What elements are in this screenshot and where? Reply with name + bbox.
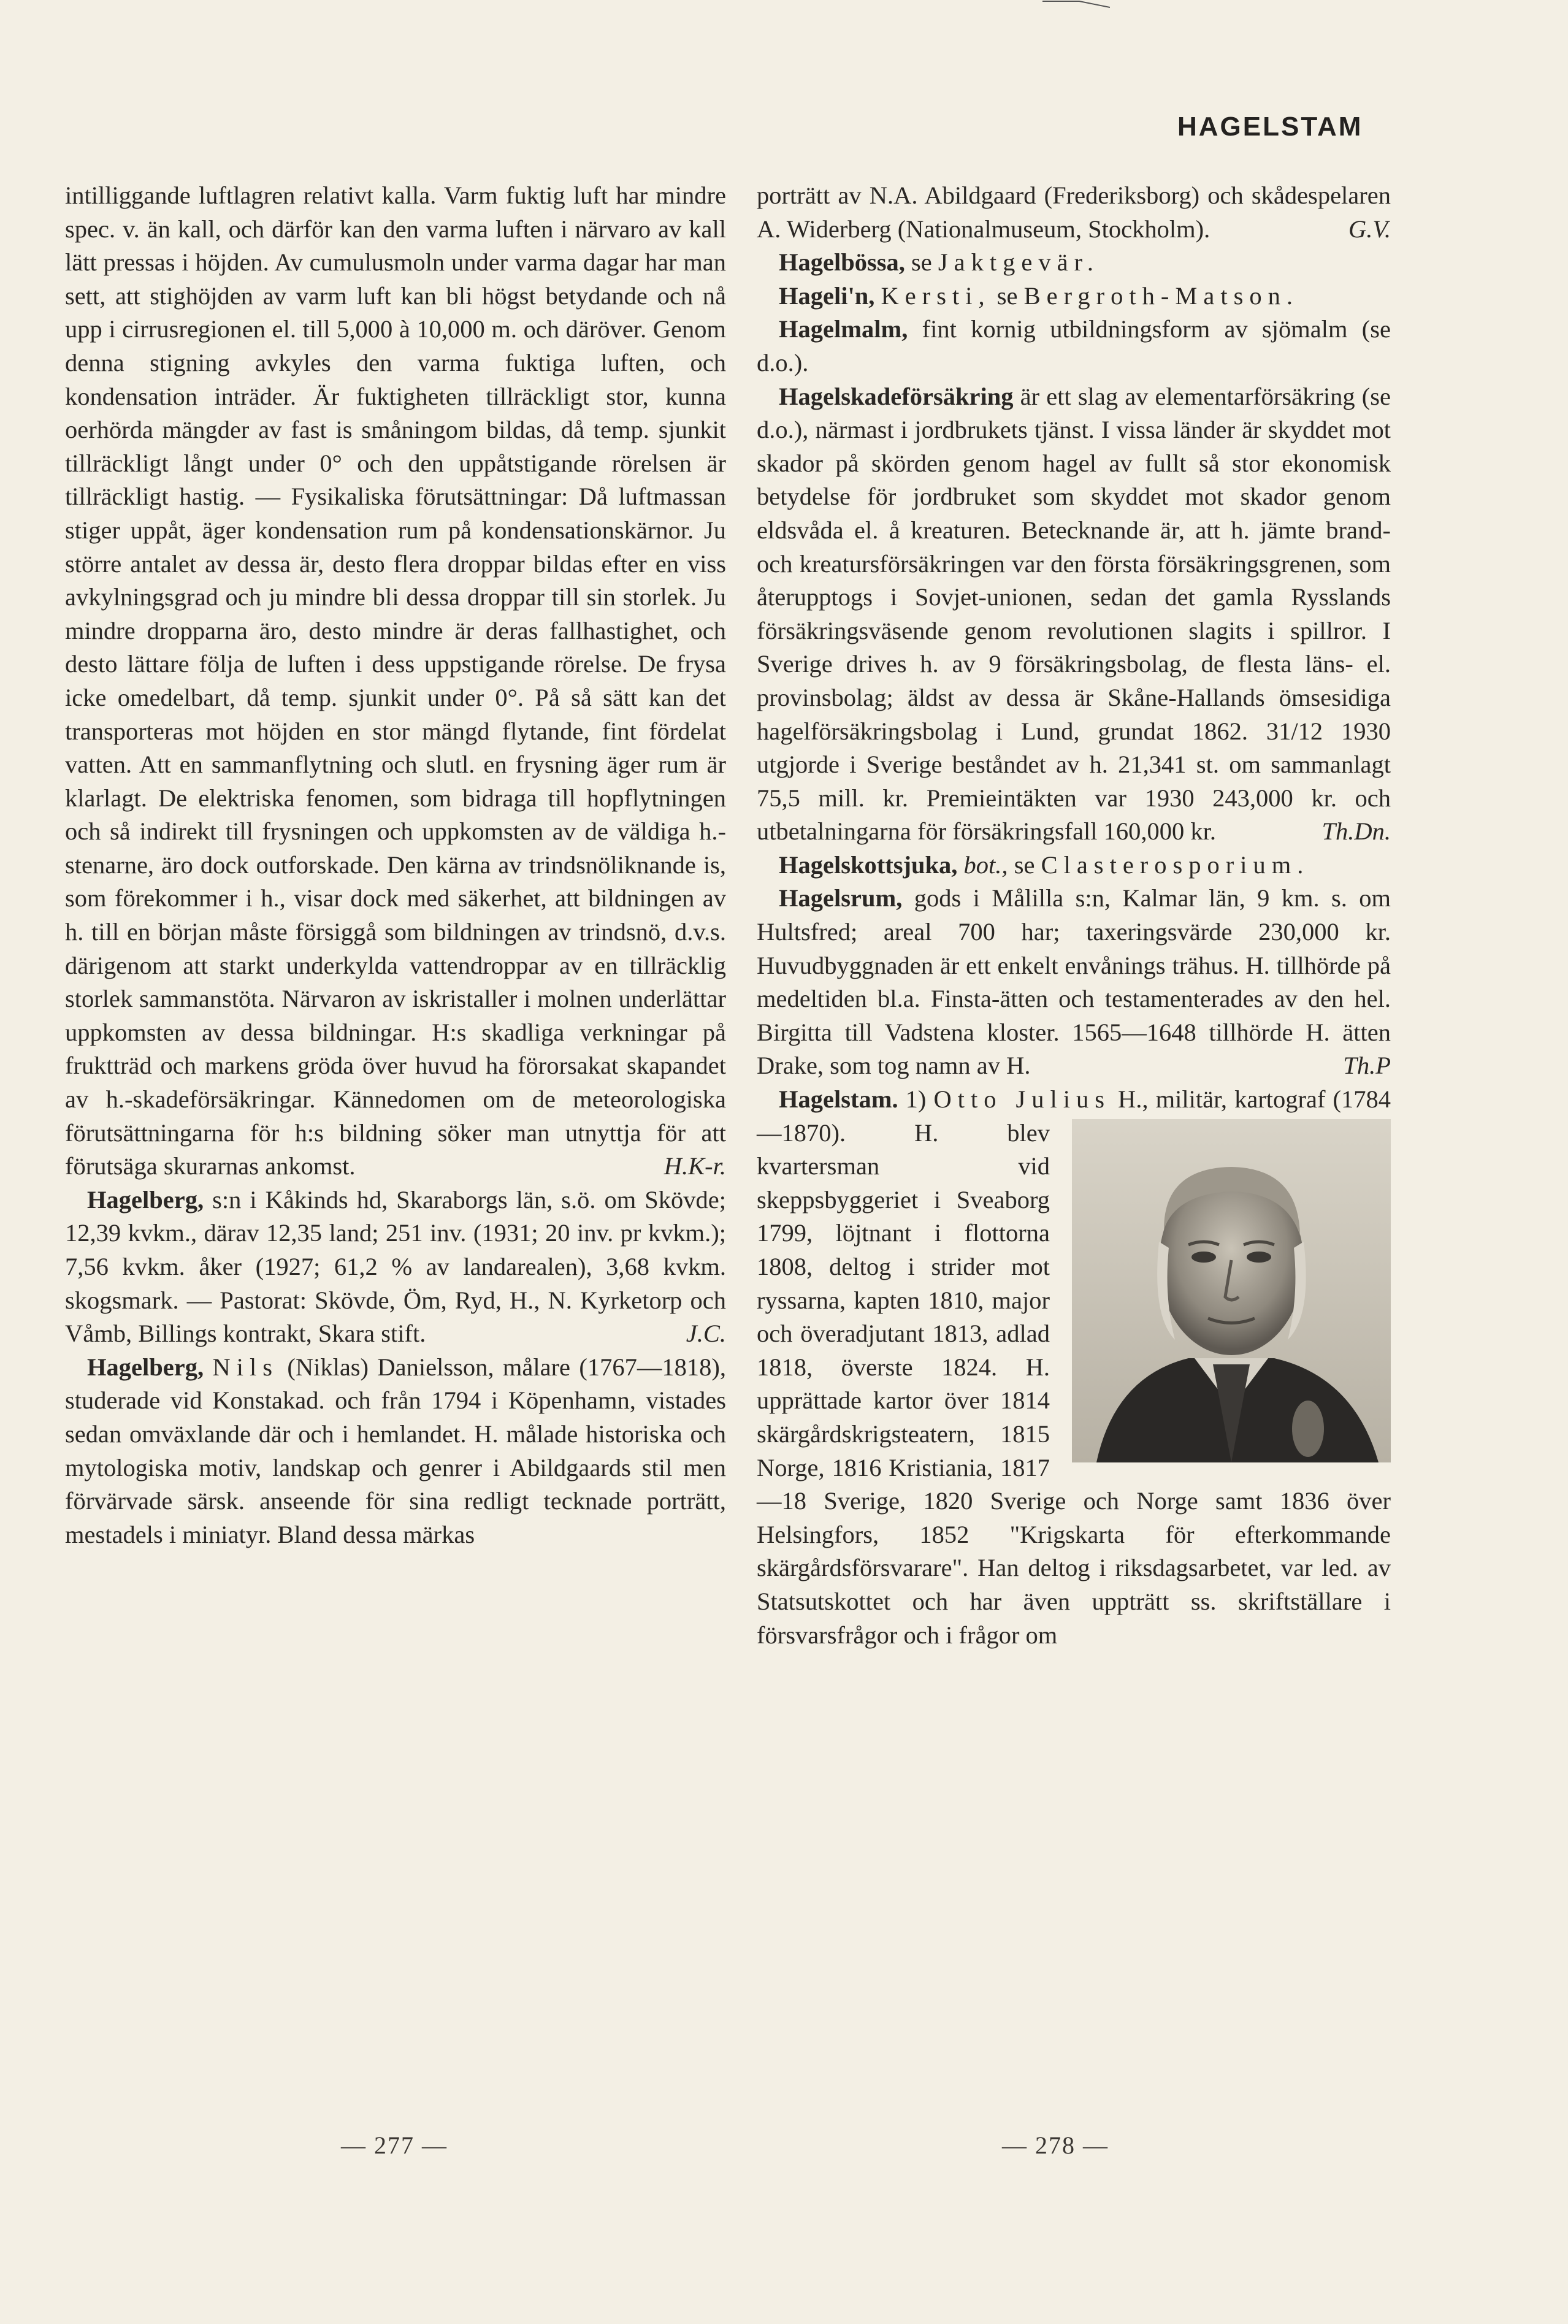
hagel-entry-continuation bbox=[65, 179, 726, 1183]
running-head: HAGELSTAM bbox=[1177, 112, 1363, 142]
entry-text: H., militär, kartograf (1784—1870). H. blev kvartersman vid skeppsbyggeriet i Sveaborg 1799, löjtnant i flottorna 1808, deltog i strider mot ryssarna, kapten 1810, major och överadjutant 1813, adlad 1818, överste 1824. H. upprättade kartor över 1814 skärgårdskrigsteatern, 1815 Norge, 1816 Kristiania, 1817—18 Sverige, 1820 Sverige och Norge samt 1836 över Helsingfors, 1852 "Krigskarta för efterkommande skärgårdsförsvarare". Han deltog i riksdagsarbetet, var led. av Statsutskottet och har även uppträtt ss. skriftställare i försvarsfrågor och i frågor om bbox=[757, 1085, 1391, 1649]
page-number-left: — 277 — bbox=[341, 2131, 448, 2159]
entry-text: är ett slag av elementarförsäkring (se d.o.), närmast i jordbrukets tjänst. I vissa länder är skyddet mot skador på skörden genom hagel av fullt så stor ekonomisk betydelse för jordbruket som skyddet mot skador genom eldsvåda el. å kreaturen. Betecknande är, att h. jämte brand- och kreatursförsäkringen var den första försäkringsgrenen, som återupptogs i Sovjet-unionen, sedan det gamla Rysslands försäkringsväsende genom revolutionen slagits i spillror. I Sverige drives h. av 9 försäkringsbolag, de flesta läns- el. provinsbolag; äldst av dessa är Skåne-Hallands ömsesidiga hagelförsäkringsbolag i Lund, grundat 1862. 31/12 1930 utgjorde i Sverige beståndet av h. 21,341 st. om sammanlagt 75,5 mill. kr. Premieintäkten var 1930 243,000 kr. och utbetalningarna för försäkringsfall 160,000 kr. bbox=[757, 382, 1391, 846]
cross-reference: Jaktgevär. bbox=[938, 248, 1100, 277]
entry-headword: Hagelskottsjuka, bbox=[779, 850, 958, 879]
entry-hagelmalm bbox=[757, 313, 1391, 380]
entry-hagelskottsjuka bbox=[757, 849, 1391, 882]
cross-reference: Bergroth-Matson. bbox=[1023, 281, 1299, 310]
hagel-signature: H.K-r. bbox=[664, 1152, 726, 1180]
entry-text: gods i Målilla s:n, Kalmar län, 9 km. s. om Hultsfred; areal 700 har; taxeringsvärde 230,000 kr. Huvudbyggnaden är ett enkelt envånings trähus. H. tillhörde på medeltiden bl.a. Finsta-ätten och testamenterades av den hel. Birgitta till Vadstena kloster. 1565—1648 tillhörde H. ätten Drake, som tog namn av H. bbox=[757, 884, 1391, 1080]
entry-see: se bbox=[996, 281, 1018, 310]
entry-headword: Hagelstam. bbox=[779, 1085, 898, 1114]
entry-see: se bbox=[1014, 850, 1035, 879]
portrait-image bbox=[1072, 1119, 1391, 1462]
entry-headword: Hagelberg, bbox=[87, 1353, 204, 1381]
right-column bbox=[757, 179, 1391, 1652]
entry-text: (Niklas) Danielsson, målare (1767—1818), studerade vid Konstakad. och från 1794 i Köpenhamn, vistades sedan omväxlande där och i hemlandet. H. målade historiska och mytologiska motiv, landskap och genrer i Abildgaards stil men förvärvade särsk. anseende för sina redligt tecknade porträtt, mestadels i miniatyr. Bland dessa märkas bbox=[65, 1353, 726, 1548]
entry-first-name: Kersti, bbox=[881, 281, 991, 310]
entry-hagelsrum bbox=[757, 882, 1391, 1083]
left-column bbox=[65, 179, 726, 1551]
entry-headword: Hageli'n, bbox=[779, 281, 875, 310]
entry-text: fint kornig utbildningsform av sjömalm (se d.o.). bbox=[757, 315, 1391, 377]
cross-reference: Clasterosporium. bbox=[1041, 850, 1310, 879]
entry-hagelin bbox=[757, 280, 1391, 313]
entry-first-name: Otto Julius bbox=[933, 1085, 1111, 1114]
hagel-text: intilliggande luftlagren relativt kalla. Varm fuktig luft har mindre spec. v. än kall, och därför kan den varma luften i närvaro av kall lätt pressas i höjden. Av cumulusmoln under varma dagar har man sett, att stighöjden av varm luft kan bli högst betydande och nå upp i cirrusregionen el. till 5,000 à 10,000 m. och däröver. Genom denna stigning avkyles den varma fuktiga luften, och kondensation inträder. Är fuktigheten tillräckligt stor, kunna oerhörda mängder av fast is småningom bildas, då temp. sjunkit tillräckligt långt under 0° och den uppåtstigande rörelsen är tillräckligt hastig. — Fysikaliska förutsättningar: Då luftmassan stiger uppåt, äger kondensation rum på kondensationskärnor. Ju större antalet av dessa är, desto flera droppar bildas efter en viss avkylningsgrad och ju mindre bli dessa droppar till sin storlek. Ju mindre dropparna äro, desto mindre är deras fallhastighet, och desto lättare följa de luften i dess uppstigande rörelse. De frysa icke omedelbart, då temp. sjunkit under 0°. På så sätt kan det transporteras mot höjden en stor mängd flytande, fint fördelat vatten. Att en sammanflytning och slutl. en frysning äger rum är klarlagt. De elektriska fenomen, som bidraga till hopflytningen och så indirekt till frysningen och uppkomsten av de väldiga h.-stenarne, äro dock outforskade. Den kärna av trindsnöliknande is, som förekommer i h., visar dock med säkerhet, att bildningen av h. till en början måste försiggå som bildningen av trindsnö, d.v.s. därigenom att starkt underkylda vattendroppar av en tillräcklig storlek sammanstöta. Närvaron av iskristaller i molnen underlättar uppkomsten av dessa bildningar. H:s skadliga verkningar på fruktträd och markens gröda över huvud ha förorsakat skapandet av h.-skadeförsäkringar. Kännedomen om de meteorologiska förutsättningarna för h:s bildning söker man utnyttja för att förutsäga skurarnas ankomst. bbox=[65, 182, 726, 1180]
entry-text: s:n i Kåkinds hd, Skaraborgs län, s.ö. om Skövde; 12,39 kvkm., därav 12,35 land; 251 inv. (1931; 20 inv. pr kvkm.); 7,56 kvkm. åker (1927; 61,2 % av landarealen), 3,68 kvkm. skogsmark. — Pastorat: Skövde, Öm, Ryd, H., N. Kyrketorp och Våmb, Billings kontrakt, Skara stift. bbox=[65, 1185, 726, 1348]
entry-headword: Hagelskadeförsäkring bbox=[779, 382, 1014, 410]
entry-headword: Hagelberg, bbox=[87, 1185, 204, 1214]
page-number-right: — 278 — bbox=[1002, 2131, 1109, 2159]
portrait-engraving bbox=[1072, 1119, 1391, 1462]
entry-signature: Th.P bbox=[1343, 1052, 1391, 1080]
entry-signature: Th.Dn. bbox=[1321, 817, 1391, 846]
entry-headword: Hagelsrum, bbox=[779, 884, 903, 912]
entry-first-name: Nils bbox=[212, 1353, 278, 1381]
entry-hagelstam bbox=[757, 1083, 1391, 1652]
entry-signature: G.V. bbox=[1348, 215, 1391, 243]
entry-headword: Hagelmalm, bbox=[779, 315, 908, 343]
entry-hagelbossa bbox=[757, 246, 1391, 280]
entry-hagelberg-painter bbox=[65, 1351, 726, 1552]
entry-signature: J.C. bbox=[686, 1320, 726, 1348]
entry-number: 1) bbox=[905, 1085, 927, 1114]
entry-headword: Hagelbössa, bbox=[779, 248, 905, 277]
hagelberg-continuation bbox=[757, 179, 1391, 246]
scan-mark bbox=[1042, 0, 1110, 9]
entry-abbreviation: bot., bbox=[963, 850, 1008, 879]
entry-hagelskadeforsakring bbox=[757, 380, 1391, 849]
entry-text: porträtt av N.A. Abildgaard (Frederiksborg) och skådespelaren A. Widerberg (Nationalmuseum, Stockholm). bbox=[757, 182, 1391, 243]
entry-hagelberg-parish bbox=[65, 1183, 726, 1351]
entry-see: se bbox=[911, 248, 932, 277]
